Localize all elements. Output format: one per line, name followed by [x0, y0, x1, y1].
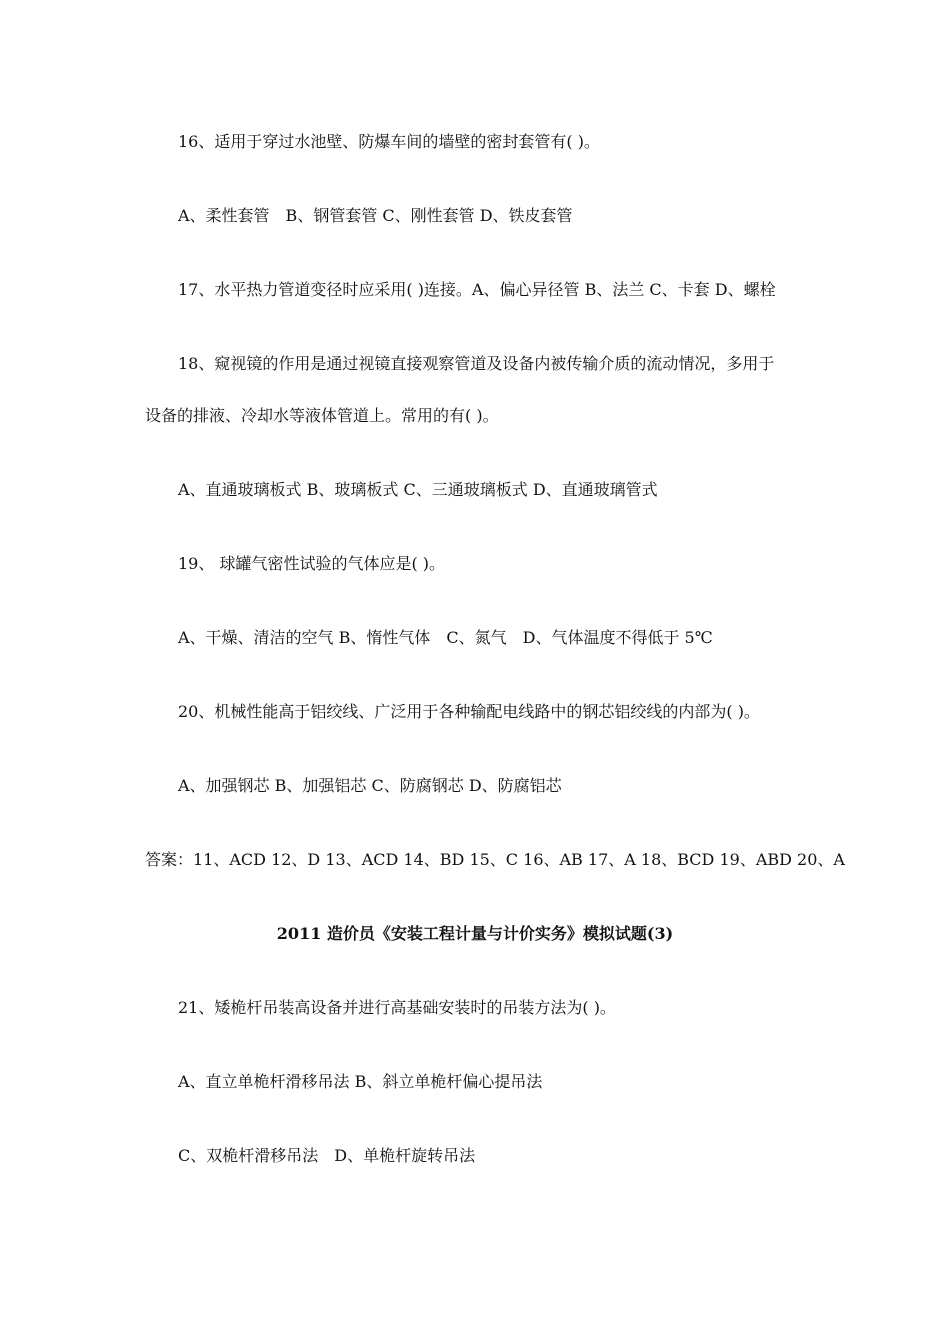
question-19: 19、 球罐气密性试验的气体应是( )。 — [178, 554, 446, 573]
question-18-line-2: 设备的排液、冷却水等液体管道上。常用的有( )。 — [145, 406, 499, 425]
question-21: 21、矮桅杆吊装高设备并进行高基础安装时的吊装方法为( )。 — [178, 998, 616, 1017]
question-16-options: A、柔性套管 B、钢管套管 C、刚性套管 D、铁皮套管 — [178, 206, 573, 225]
answer-key: 答案：11、ACD 12、D 13、ACD 14、BD 15、C 16、AB 17、A 18、BCD 19、ABD 20、A — [145, 850, 845, 869]
question-17: 17、水平热力管道变径时应采用( )连接。A、偏心异径管 B、法兰 C、卡套 D、螺栓 — [178, 280, 776, 299]
question-19-options: A、干燥、清洁的空气 B、惰性气体 C、氮气 D、气体温度不得低于 5℃ — [178, 628, 713, 647]
question-20-options: A、加强钢芯 B、加强铝芯 C、防腐钢芯 D、防腐铝芯 — [178, 776, 562, 795]
section-title: 2011 造价员《安装工程计量与计价实务》模拟试题(3) — [276, 924, 674, 943]
question-18-line-1: 18、窥视镜的作用是通过视镜直接观察管道及设备内被传输介质的流动情况，多用于 — [178, 354, 775, 373]
question-21-options-2: C、双桅杆滑移吊法 D、单桅杆旋转吊法 — [178, 1146, 476, 1165]
question-20: 20、机械性能高于铝绞线、广泛用于各种输配电线路中的钢芯铝绞线的内部为( )。 — [178, 702, 760, 721]
question-16: 16、适用于穿过水池壁、防爆车间的墙壁的密封套管有( )。 — [178, 132, 600, 151]
question-18-options: A、直通玻璃板式 B、玻璃板式 C、三通玻璃板式 D、直通玻璃管式 — [178, 480, 658, 499]
question-21-options-1: A、直立单桅杆滑移吊法 B、斜立单桅杆偏心提吊法 — [178, 1072, 543, 1091]
